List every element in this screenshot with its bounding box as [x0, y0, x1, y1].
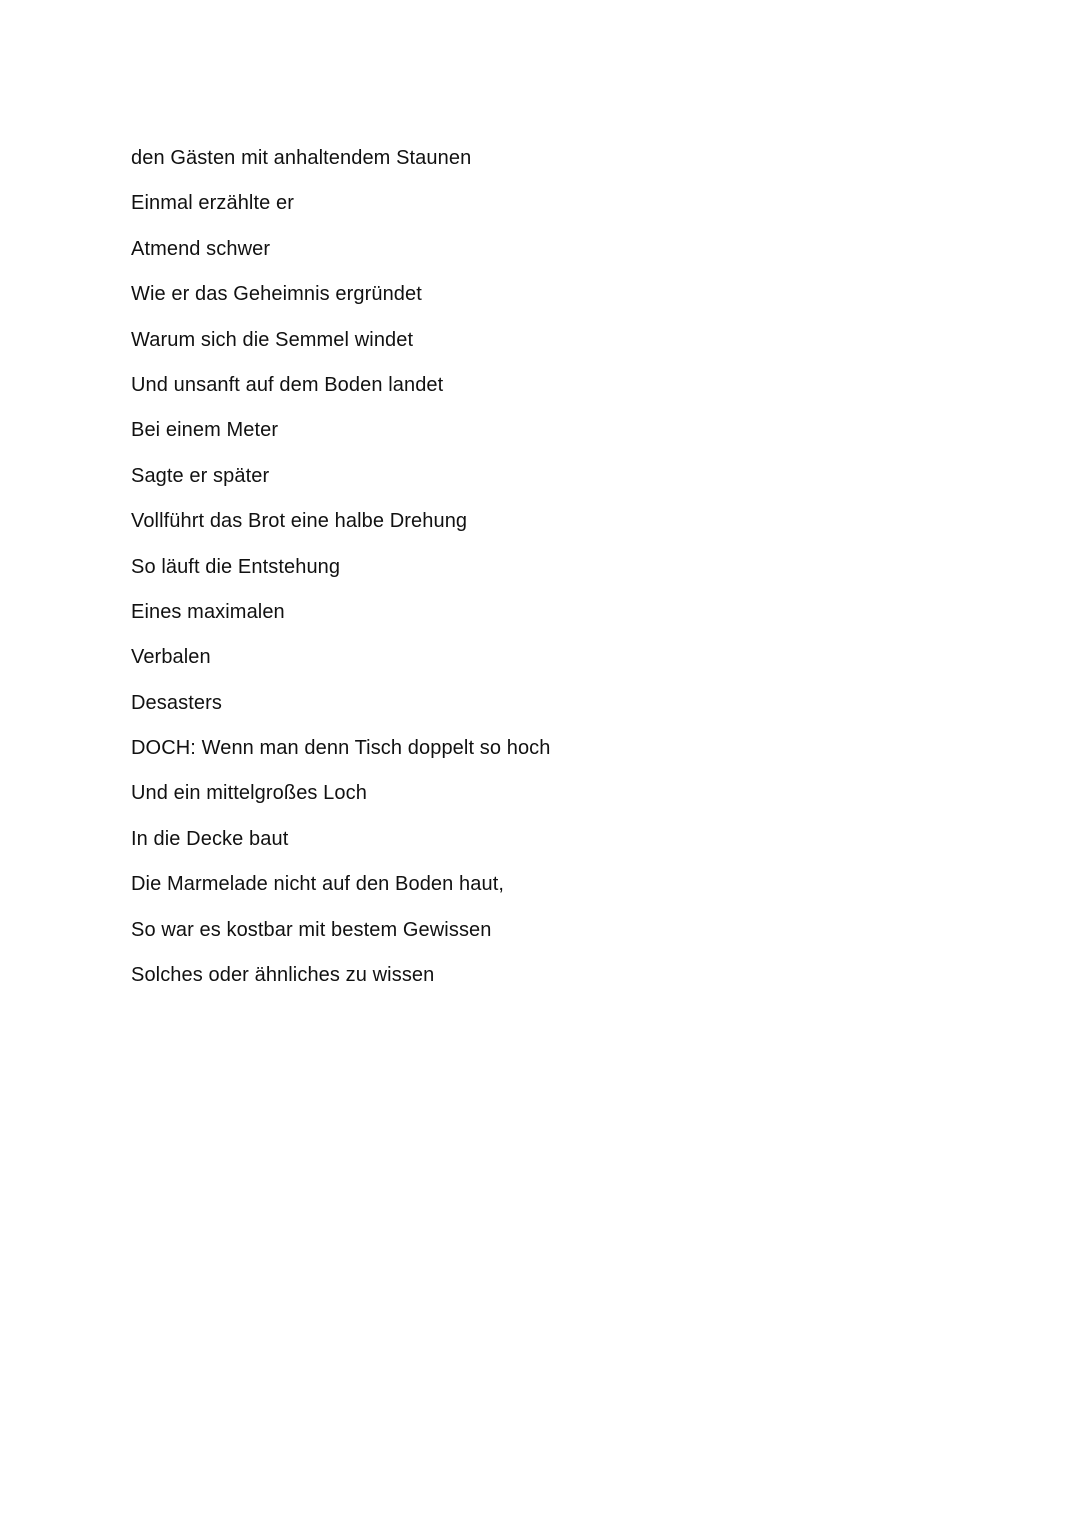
poem-line: Solches oder ähnliches zu wissen	[131, 964, 435, 987]
poem-line: Und ein mittelgroßes Loch	[131, 782, 367, 805]
poem-line: In die Decke baut	[131, 827, 289, 850]
poem-line: den Gästen mit anhaltendem Staunen	[131, 147, 472, 169]
poem-line: Bei einem Meter	[131, 419, 279, 442]
poem-line: Verbalen	[131, 646, 211, 669]
poem-line: Warum sich die Semmel windet	[131, 328, 414, 351]
poem-line: Atmend schwer	[131, 237, 271, 260]
poem-line: Wie er das Geheimnis ergründet	[131, 283, 422, 306]
poem-line: Desasters	[131, 691, 222, 714]
poem-line: So war es kostbar mit bestem Gewissen	[131, 918, 492, 941]
poem-line: Und unsanft auf dem Boden landet	[131, 373, 444, 396]
poem-line: Sagte er später	[131, 464, 270, 487]
poem-line: Eines maximalen	[131, 600, 285, 623]
poem-line: Vollführt das Brot eine halbe Drehung	[131, 510, 468, 533]
poem-line: So läuft die Entstehung	[131, 555, 341, 578]
poem-line: Einmal erzählte er	[131, 192, 294, 215]
poem-line: Die Marmelade nicht auf den Boden haut,	[131, 873, 505, 896]
poem-text	[131, 144, 551, 1006]
poem-line: DOCH: Wenn man denn Tisch doppelt so hoch	[131, 737, 551, 760]
